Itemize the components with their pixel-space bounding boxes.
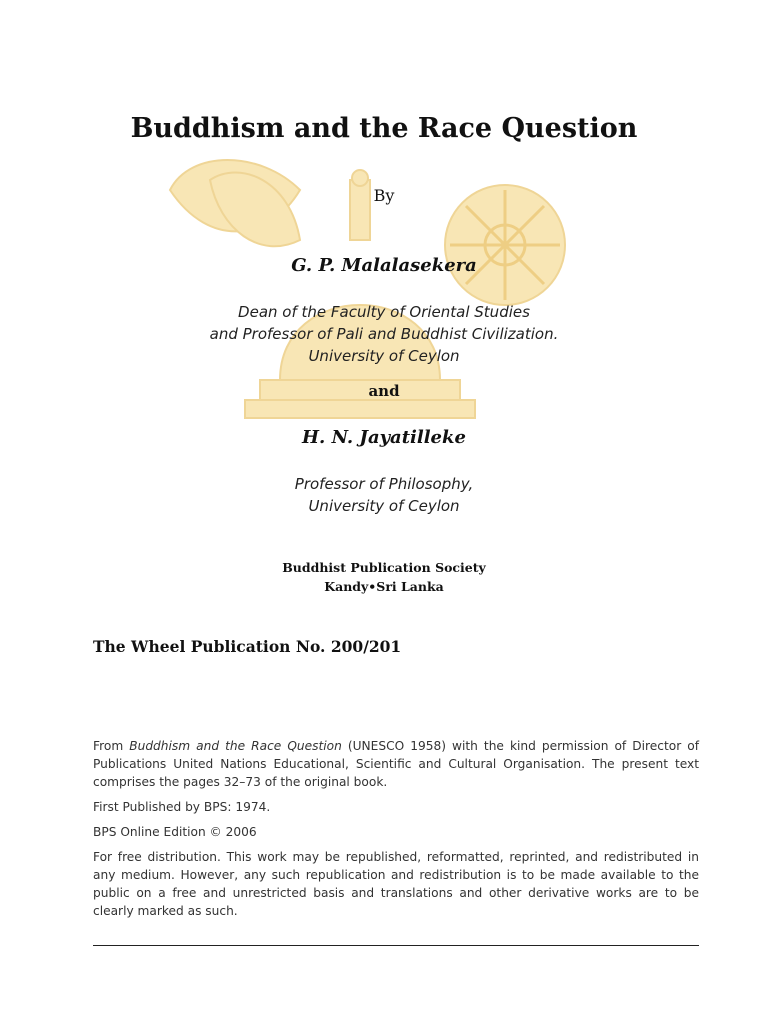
publisher-name: Buddhist Publication Society <box>282 560 486 575</box>
series-number: The Wheel Publication No. 200/201 <box>93 637 402 656</box>
author-affiliation-2 <box>0 473 768 517</box>
author-name-1: G. P. Malalasekera <box>291 255 477 276</box>
copyright-notes <box>93 737 699 927</box>
and-label: and <box>368 382 400 400</box>
affiliation-line: University of Ceylon <box>308 497 460 515</box>
affiliation-line: Professor of Philosophy, <box>294 475 474 493</box>
affiliation-line: Dean of the Faculty of Oriental Studies <box>238 303 530 321</box>
footer-divider <box>93 945 699 946</box>
source-rest: (UNESCO 1958) with the kind permission of Director of Publications United Nations Educational, Scientific and Cultural Organisation. The present text comprises the pages 32–73 of the original book. <box>93 739 699 789</box>
author-name-2: H. N. Jayatilleke <box>302 427 466 448</box>
affiliation-line: and Professor of Pali and Buddhist Civilization. <box>209 325 559 343</box>
page-title: Buddhism and the Race Question <box>130 113 638 144</box>
by-label: By <box>373 186 395 205</box>
affiliation-line: University of Ceylon <box>308 347 460 365</box>
publisher-place: Kandy•Sri Lanka <box>324 579 444 594</box>
source-note <box>93 737 699 791</box>
free-distribution-note: For free distribution. This work may be republished, reformatted, reprinted, and redistributed in any medium. However, any such republication and redistribution is to be made available to the public on a free and unrestricted basis and translations and other derivative works are to be clearly marked as such. <box>93 850 699 918</box>
source-prefix: From <box>93 739 130 753</box>
publisher-block <box>0 558 768 596</box>
author-affiliation-1 <box>0 301 768 367</box>
source-title: Buddhism and the Race Question <box>129 739 342 753</box>
first-published-note: First Published by BPS: 1974. <box>93 800 271 814</box>
online-edition-note: BPS Online Edition © 2006 <box>93 825 257 839</box>
